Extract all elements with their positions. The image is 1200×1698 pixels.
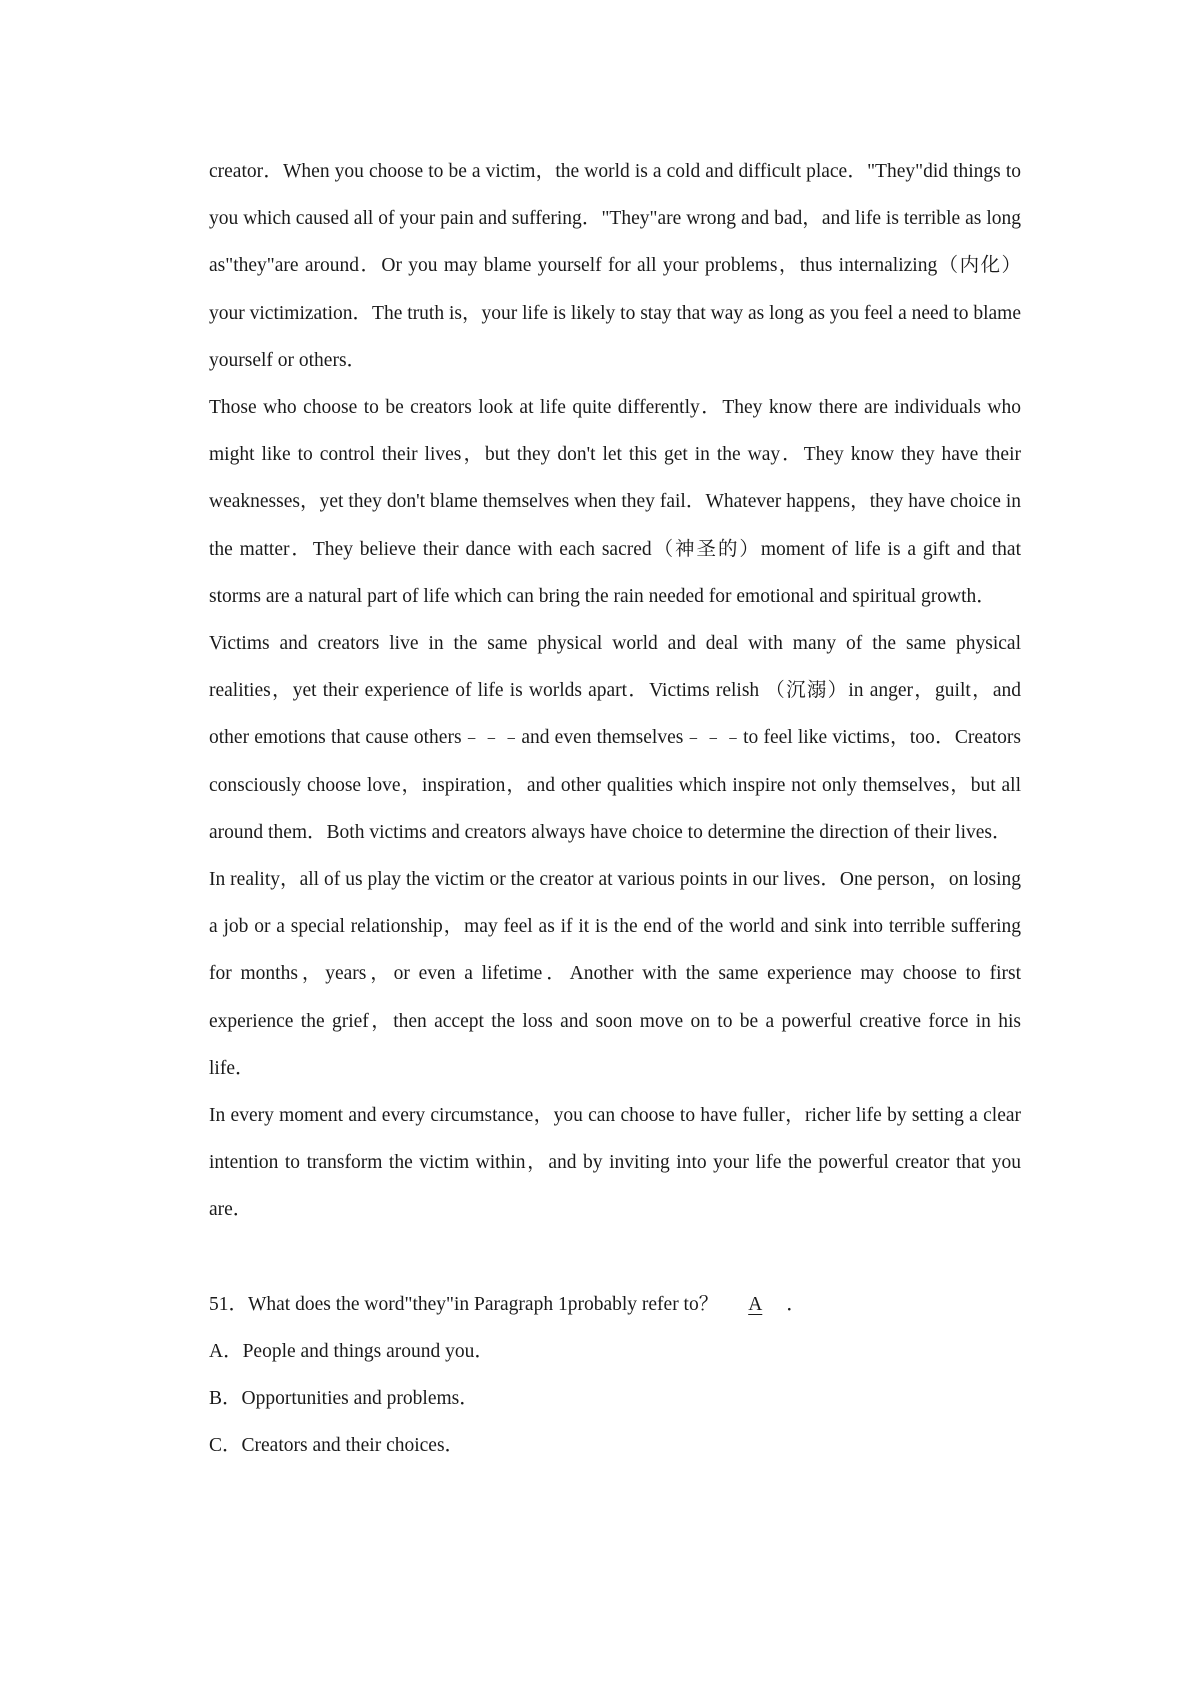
answer-blank: A <box>748 1293 763 1315</box>
paragraph-4: In reality，all of us play the victim or the creator at various points in our lives．One person，on losing a job or a special relationship，may feel as if it is the end of the world and sink into terrible suffering for months，years，or even a lifetime．Another with the same experience may choose to first experience the grief，then accept the loss and soon move on to be a powerful creative force in his life． <box>209 869 1021 1079</box>
option-a: A．People and things around you． <box>209 1340 494 1362</box>
option-c: C．Creators and their choices． <box>209 1435 465 1457</box>
option-b: B．Opportunities and problems． <box>209 1388 479 1410</box>
document-content <box>209 148 1021 1469</box>
paragraph-5: In every moment and every circumstance，you can choose to have fuller，richer life by setting a clear intention to transform the victim within，and by inviting into your life the powerful creator that you are． <box>209 1105 1021 1221</box>
question-text: 51．What does the word"they"in Paragraph 1probably refer to？ <box>209 1293 719 1315</box>
paragraph-1: creator．When you choose to be a victim，the world is a cold and difficult place．"They"did things to you which caused all of your pain and suffering．"They"are wrong and bad，and life is terrible as long as"they"are around．Or you may blame yourself for all your problems，thus internalizing（内化）your victimization．The truth is，your life is likely to stay that way as long as you feel a need to blame yourself or others． <box>209 161 1021 371</box>
question-stem <box>209 1281 1021 1328</box>
paragraph-3: Victims and creators live in the same physical world and deal with many of the same physical realities，yet their experience of life is worlds apart．Victims relish （沉溺）in anger，guilt，and other emotions that cause others﹣﹣﹣and even themselves﹣﹣﹣to feel like victims，too．Creators consciously choose love，inspiration，and other qualities which inspire not only themselves，but all around them．Both victims and creators always have choice to determine the direction of their lives． <box>209 633 1021 843</box>
paragraph-2: Those who choose to be creators look at life quite differently．They know there are individuals who might like to control their lives，but they don't let this get in the way．They know they have their weaknesses，yet they don't blame themselves when they fail．Whatever happens，they have choice in the matter．They believe their dance with each sacred（神圣的）moment of life is a gift and that storms are a natural part of life which can bring the rain needed for emotional and spiritual growth． <box>209 397 1021 607</box>
question-end: ． <box>786 1293 806 1315</box>
question-51 <box>209 1281 1021 1470</box>
